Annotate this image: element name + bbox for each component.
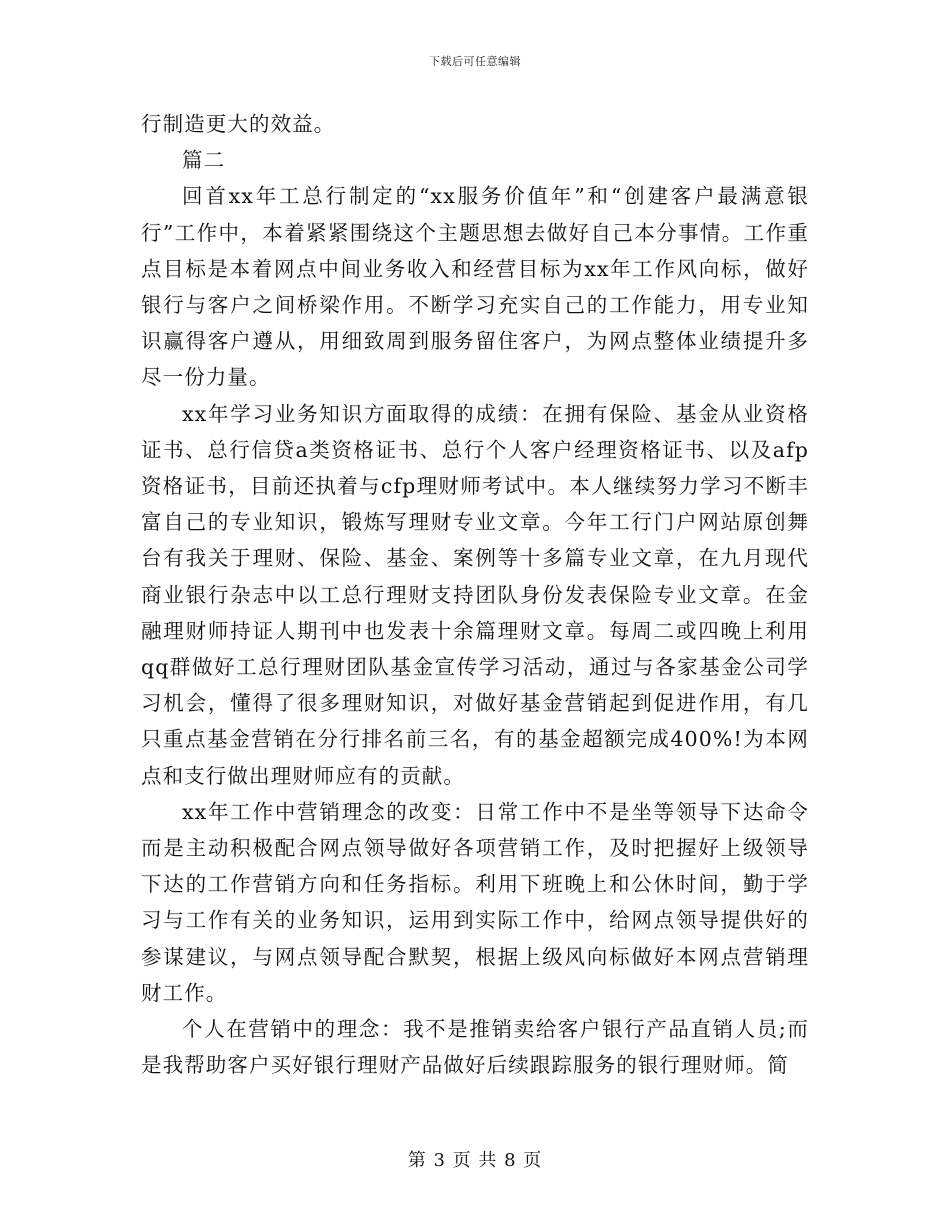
paragraph-marketing-change: xx年工作中营销理念的改变：日常工作中不是坐等领导下达命令而是主动积极配合网点领导做好各项营销工作，及时把握好上级领导下达的工作营销方向和任务指标。利用下班晚上和公休时间，勤于学习与工作有关的业务知识，运用到实际工作中，给网点领导提供好的参谋建议，与网点领导配合默契，根据上级风向标做好本网点营销理财工作。 — [141, 799, 809, 1005]
document-body — [141, 106, 809, 1083]
page-number: 第 3 页 共 8 页 — [407, 1150, 543, 1171]
paragraph-marketing-philosophy: 个人在营销中的理念：我不是推销卖给客户银行产品直销人员;而是我帮助客户买好银行理财产品做好后续跟踪服务的银行理财师。简 — [141, 1017, 809, 1078]
paragraph-continuation: 行制造更大的效益。 — [141, 112, 336, 136]
paragraph-study-achievements: xx年学习业务知识方面取得的成绩：在拥有保险、基金从业资格证书、总行信贷a类资格证书、总行个人客户经理资格证书、以及afp资格证书，目前还执着与cfp理财师考试中。本人继续努力学习不断丰富自己的专业知识，锻炼写理财专业文章。今年工行门户网站原创舞台有我关于理财、保险、基金、案例等十多篇专业文章，在九月现代商业银行杂志中以工总行理财支持团队身份发表保险专业文章。在金融理财师持证人期刊中也发表十余篇理财文章。每周二或四晚上利用qq群做好工总行理财团队基金宣传学习活动，通过与各家基金公司学习机会，懂得了很多理财知识，对做好基金营销起到促进作用，有几只重点基金营销在分行排名前三名，有的基金超额完成400%!为本网点和支行做出理财师应有的贡献。 — [141, 401, 809, 788]
page-header: 下载后可任意编辑 — [429, 55, 521, 68]
section-heading: 篇二 — [182, 148, 226, 173]
paragraph-review: 回首xx年工总行制定的“xx服务价值年”和“创建客户最满意银行”工作中，本着紧紧围绕这个主题思想去做好自己本分事情。工作重点目标是本着网点中间业务收入和经营目标为xx年工作风向标，做好银行与客户之间桥梁作用。不断学习充实自己的工作能力，用专业知识赢得客户遵从，用细致周到服务留住客户，为网点整体业绩提升多尽一份力量。 — [141, 184, 809, 390]
